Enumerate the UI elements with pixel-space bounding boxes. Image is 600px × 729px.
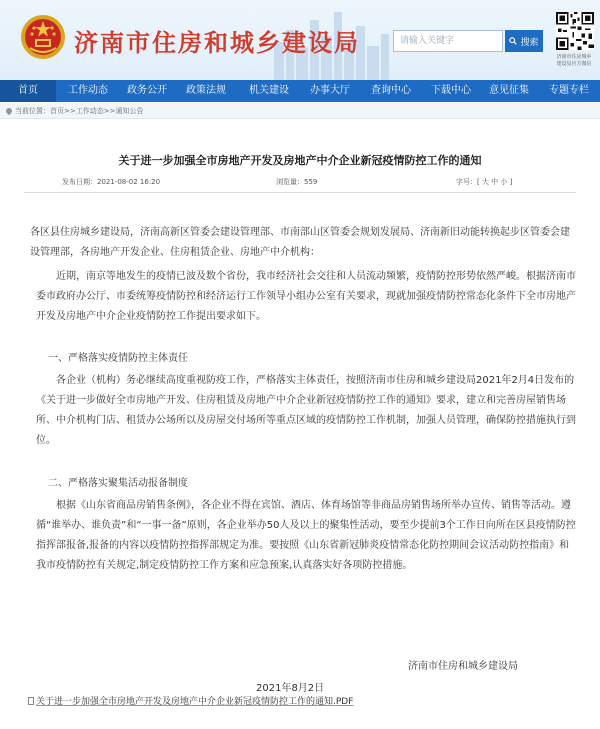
- meta-divider: [24, 192, 576, 193]
- nav-policies[interactable]: 政策法规: [186, 85, 226, 96]
- publish-date: 发布日期：2021-08-02 16:20: [62, 178, 161, 186]
- nav-home[interactable]: 首页: [0, 80, 56, 102]
- search-button-label: 搜索: [520, 37, 539, 48]
- nav-gov-affairs[interactable]: 政务公开: [127, 85, 167, 96]
- attachment-link[interactable]: [28, 694, 353, 707]
- paragraph-section-2: 根据《山东省商品房销售条例》，各企业不得在宾馆、酒店、体育场馆等非商品房销售场所举办宣传、销售等活动。遵循“谁举办、谁负责”和“一事一备”原则，各企业举办50人及以上的聚集性活动，要至少提前3个工作日向所在区县疫情防控指挥部报备,报备的内容以疫情防控指挥部规定为准。要按照《山东省新冠肺炎疫情常态化防控期间会议活动防控指南》和我市疫情防控有关规定,制定疫情防控工作方案和应急预案,认真落实好各项防控措施。: [36, 500, 576, 571]
- pdf-file-icon: [28, 697, 34, 705]
- nav-query-center[interactable]: 查询中心: [371, 85, 411, 96]
- search-input[interactable]: [393, 30, 503, 52]
- qr-code-icon: [556, 12, 594, 50]
- nav-download-center[interactable]: 下载中心: [431, 85, 471, 96]
- sign-date: 2021年8月2日: [256, 683, 325, 694]
- nav-work-news[interactable]: 工作动态: [68, 85, 108, 96]
- site-header: [0, 0, 600, 80]
- search-icon: [509, 37, 517, 45]
- section-heading-1: 一、严格落实疫情防控主体责任: [48, 353, 188, 364]
- attachment-name: 关于进一步加强全市房地产开发及房地产中介企业新冠疫情防控工作的通知.PDF: [36, 697, 354, 707]
- nav-service-hall[interactable]: 办事大厅: [310, 85, 350, 96]
- nav-opinion-collection[interactable]: 意见征集: [489, 85, 529, 96]
- breadcrumb-path[interactable]: 首页>>工作动态>>通知公告: [50, 107, 144, 115]
- paragraph-intro: 近期，南京等地发生的疫情已波及数个省份，我市经济社会交往和人员流动频繁，疫情防控形势依然严峻。根据济南市委市政府办公厅、市委统筹疫情防控和经济运行工作领导小组办公室有关要求，现就加强疫情防控常态化条件下全市房地产开发及房地产中介企业疫情防控工作提出要求如下。: [36, 271, 576, 322]
- paragraph-addressees: 各区县住房城乡建设局，济南高新区管委会建设管理部、市南部山区管委会规划发展局、济南新旧动能转换起步区管委会建设管理部，各房地产开发企业、住房租赁企业、房地产中介机构：: [30, 227, 570, 258]
- breadcrumb: [0, 103, 600, 119]
- breadcrumb-label: 当前位置：: [15, 107, 50, 115]
- nav-special-topics[interactable]: 专题专栏: [549, 85, 589, 96]
- issuer-signature: 济南市住房和城乡建设局: [408, 661, 518, 672]
- site-title[interactable]: 济南市住房和城乡建设局: [74, 28, 360, 57]
- main-nav: [0, 80, 600, 102]
- section-heading-2: 二、严格落实聚集活动报备制度: [48, 478, 188, 489]
- font-size-switcher[interactable]: 字号：[ 大 中 小 ]: [456, 178, 513, 186]
- search-button[interactable]: [505, 30, 543, 52]
- nav-agency-building[interactable]: 机关建设: [249, 85, 289, 96]
- view-count: 浏览量：559: [276, 178, 318, 186]
- qr-caption: 济南市住房城乡 建设局官方微信: [556, 54, 592, 67]
- location-icon: [5, 107, 13, 115]
- article-title: 关于进一步加强全市房地产开发及房地产中介企业新冠疫情防控工作的通知: [118, 154, 482, 167]
- paragraph-section-1: 各企业（机构）务必继续高度重视防疫工作，严格落实主体责任，按照济南市住房和城乡建设局2021年2月4日发布的《关于进一步做好全市房地产开发、住房租赁及房地产中介企业新冠疫情防控工作的通知》要求，建立和完善房屋销售场所、中介机构门店、租赁办公场所以及房屋交付场所等重点区域的疫情防控工作机制，加强人员管理，确保防控措施执行到位。: [36, 375, 576, 446]
- national-emblem-icon: [20, 14, 66, 60]
